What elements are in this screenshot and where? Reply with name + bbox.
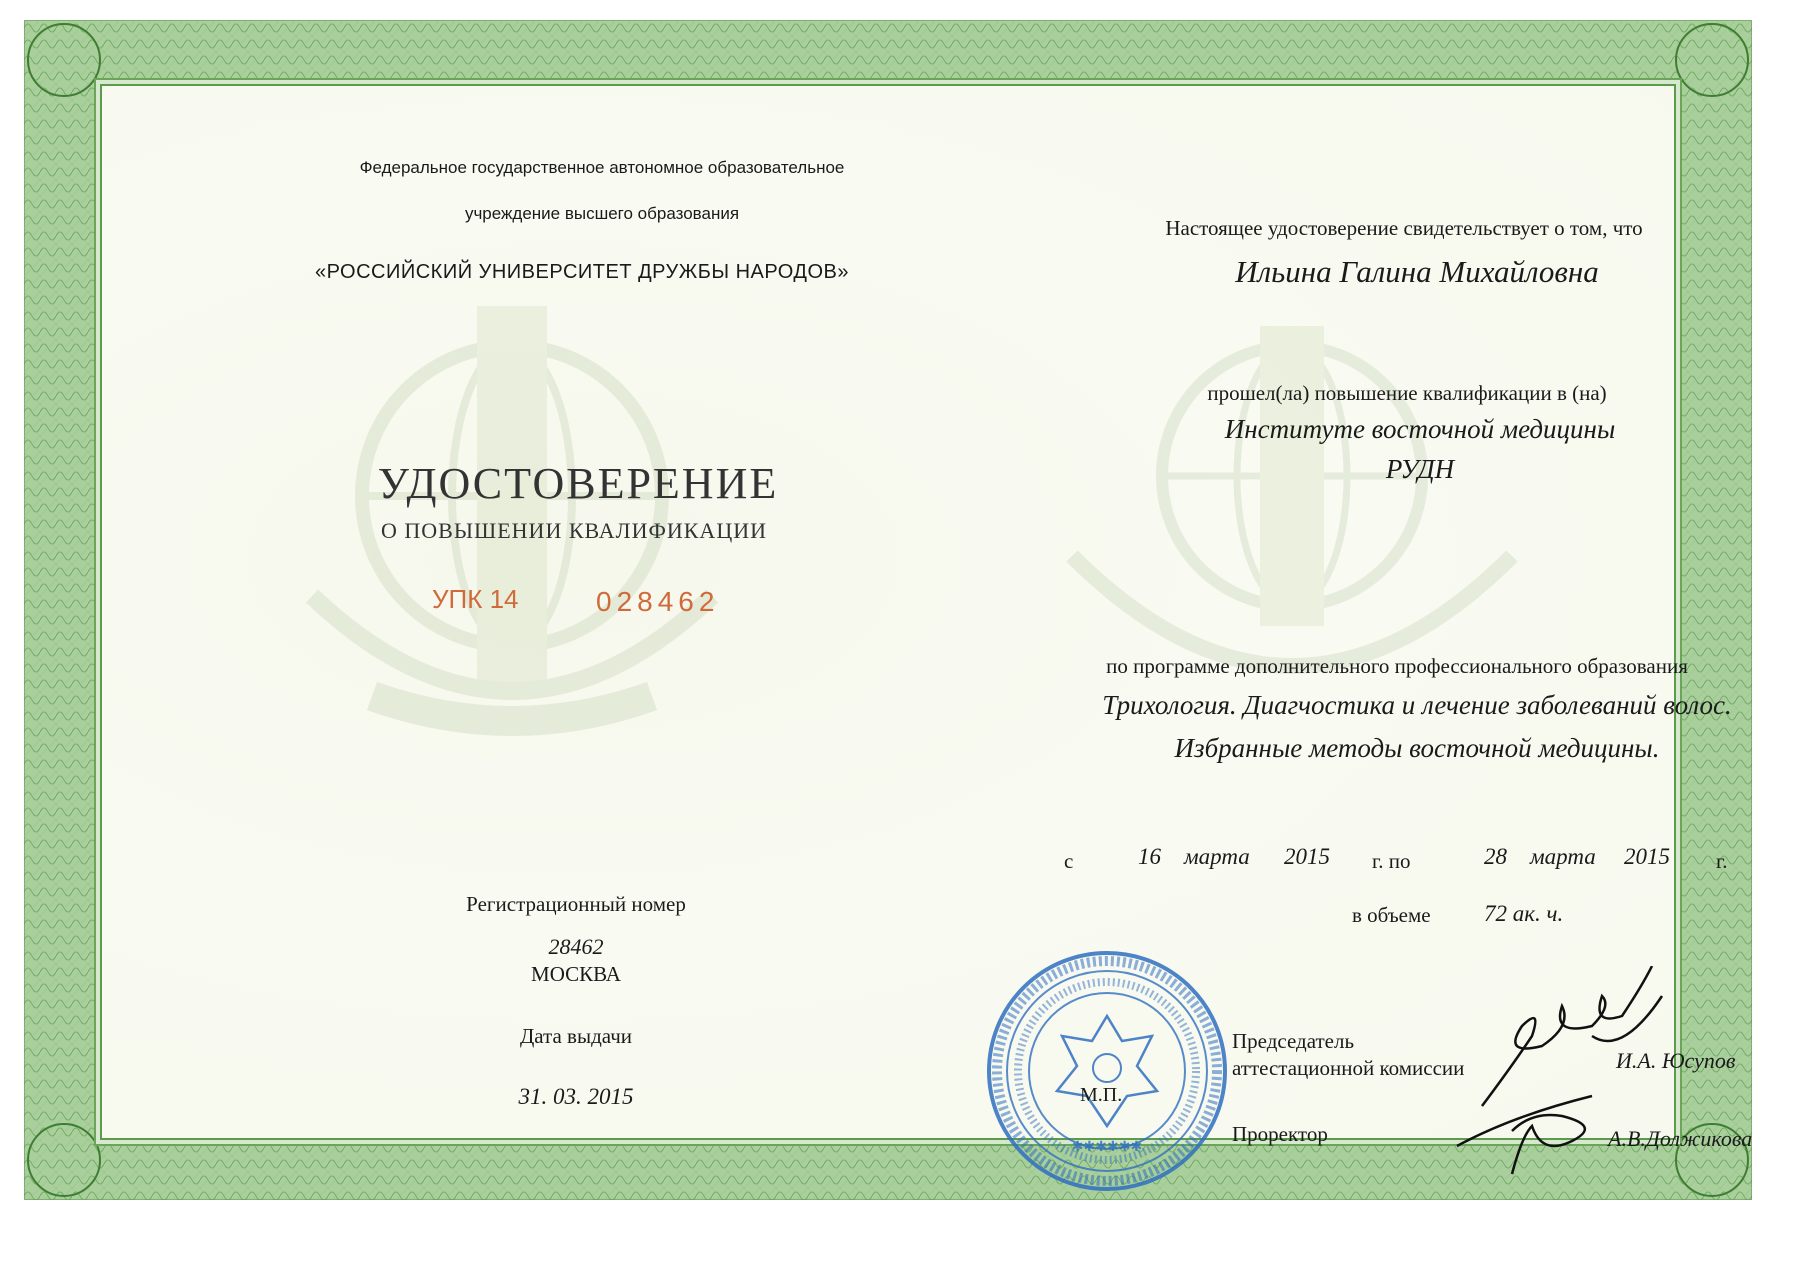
institution-name: «РОССИЙСКИЙ УНИВЕРСИТЕТ ДРУЖБЫ НАРОДОВ»	[315, 261, 849, 283]
vice-rector-name: А.В.Должикова	[1608, 1126, 1753, 1151]
series-code: УПК 14	[432, 584, 519, 614]
chair-name: И.А. Юсупов	[1616, 1048, 1736, 1073]
period-from-year: 2015	[1284, 844, 1330, 869]
issue-date: 31. 03. 2015	[518, 1084, 634, 1109]
seal-mark: М.П.	[1080, 1084, 1123, 1106]
period-suffix: г.	[1716, 849, 1728, 873]
city: МОСКВА	[531, 962, 621, 986]
passed-text: прошел(ла) повышение квалификации в (на)	[1207, 381, 1607, 405]
program-line-2: Избранные методы восточной медицины.	[1174, 733, 1660, 763]
period-from-prefix: с	[1064, 849, 1074, 873]
vice-rector-label: Проректор	[1232, 1122, 1328, 1146]
person-name: Ильина Галина Михайловна	[1235, 254, 1599, 289]
document-subtitle: О ПОВЫШЕНИИ КВАЛИФИКАЦИИ	[381, 518, 767, 543]
volume-value: 72 ак. ч.	[1484, 901, 1564, 926]
serial-number: 028462	[596, 586, 720, 617]
vice-rector-signature	[1452, 1086, 1632, 1176]
period-to-month: марта	[1530, 844, 1596, 869]
program-line-1: Трихология. Диагчостика и лечение заболеваний волос.	[1102, 690, 1732, 720]
period-to-day: 28	[1484, 844, 1507, 869]
volume-label: в объеме	[1352, 903, 1431, 927]
chair-label-line-1: Председатель	[1232, 1029, 1355, 1053]
program-label: по программе дополнительного профессионального образования	[1106, 654, 1688, 678]
period-to-year: 2015	[1624, 844, 1670, 869]
certificate-paper	[100, 84, 1753, 1154]
state-seal-stamp	[982, 946, 1232, 1196]
institution-line-2: учреждение высшего образования	[464, 204, 740, 223]
institution-line-1: Федеральное государственное автономное образовательное	[359, 158, 845, 177]
registration-number: 28462	[548, 934, 604, 959]
registration-label: Регистрационный номер	[466, 892, 686, 916]
period-from-month: марта	[1184, 844, 1250, 869]
period-from-day: 16	[1138, 844, 1161, 869]
svg-text:✱✱✱✱✱✱: ✱✱✱✱✱✱	[1071, 1138, 1143, 1154]
institute-line-2: РУДН	[1385, 454, 1455, 484]
chair-label-line-2: аттестационной комиссии	[1232, 1056, 1465, 1080]
document-title: УДОСТОВЕРЕНИЕ	[377, 459, 779, 508]
period-to-prefix: г. по	[1372, 849, 1411, 873]
certificate-frame	[24, 20, 1752, 1200]
institute-line-1: Институте восточной медицины	[1224, 414, 1616, 444]
issue-date-label: Дата выдачи	[519, 1024, 633, 1048]
certifies-text: Настоящее удостоверение свидетельствует о том, что	[1165, 216, 1643, 240]
